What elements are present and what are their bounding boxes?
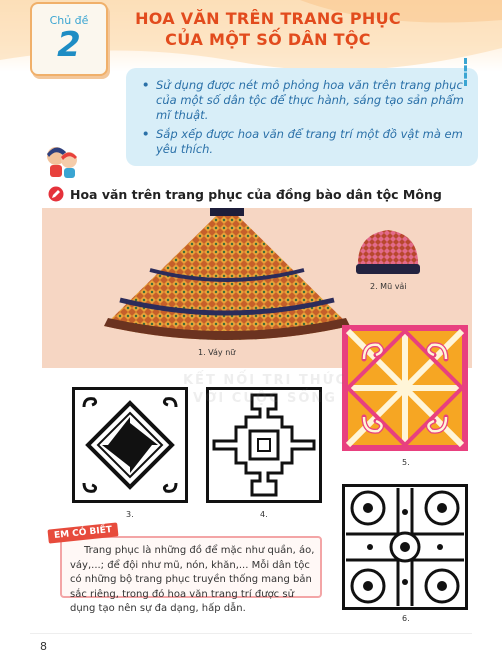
hmong-skirt-image	[100, 208, 354, 344]
section-title: Hoa văn trên trang phục của đồng bào dân tộc Mông	[70, 186, 442, 202]
footer-divider	[30, 633, 472, 634]
hat-caption: 2. Mũ vải	[370, 282, 407, 291]
did-you-know-text: Trang phục là những đồ để mặc như quần, áo, váy,...; để đội như mũ, nón, khăn,... Mỗi dân tộc có những bộ trang phục truyền thống mang bản sắc riêng, trong đó hoa văn trang trí được sử dụng tạo nên sự đa dạng, hấp dẫn.	[70, 545, 315, 614]
chapter-label: Chủ đề	[49, 14, 89, 27]
pattern-3-caption: 3.	[126, 510, 134, 519]
hmong-hat-image	[348, 224, 428, 284]
title-line-1: HOA VĂN TRÊN TRANG PHỤC	[135, 9, 401, 28]
mascot-icon	[42, 142, 80, 182]
skirt-caption: 1. Váy nữ	[198, 348, 236, 357]
did-you-know-tag: EM CÓ BIẾT	[47, 522, 118, 543]
binder-clip-decoration	[464, 58, 488, 86]
objectives-list	[142, 78, 466, 157]
page-number: 8	[40, 640, 47, 653]
objective-item: • Sắp xếp được hoa văn để trang trí một đồ vật mà em yêu thích.	[142, 127, 466, 157]
pattern-4-caption: 4.	[260, 510, 268, 519]
page-title	[118, 8, 418, 50]
objectives-box	[126, 68, 478, 166]
chapter-badge	[30, 2, 108, 76]
section-heading	[48, 186, 442, 202]
pencil-icon	[48, 186, 64, 202]
chapter-number: 2	[57, 25, 81, 65]
pattern-6-caption: 6.	[402, 614, 410, 623]
title-line-2: CỦA MỘT SỐ DÂN TỘC	[165, 30, 371, 49]
pattern-5-caption: 5.	[402, 458, 410, 467]
objective-item: • Sử dụng được nét mô phỏng hoa văn trên trang phục của một số dân tộc để thực hành, sáng tạo sản phẩm mĩ thuật.	[142, 78, 466, 123]
pattern-6-circles-square	[342, 484, 468, 610]
publisher-watermark: KẾT NỐI TRI THỨC VỚI CUỘC SỐNG	[182, 373, 348, 406]
